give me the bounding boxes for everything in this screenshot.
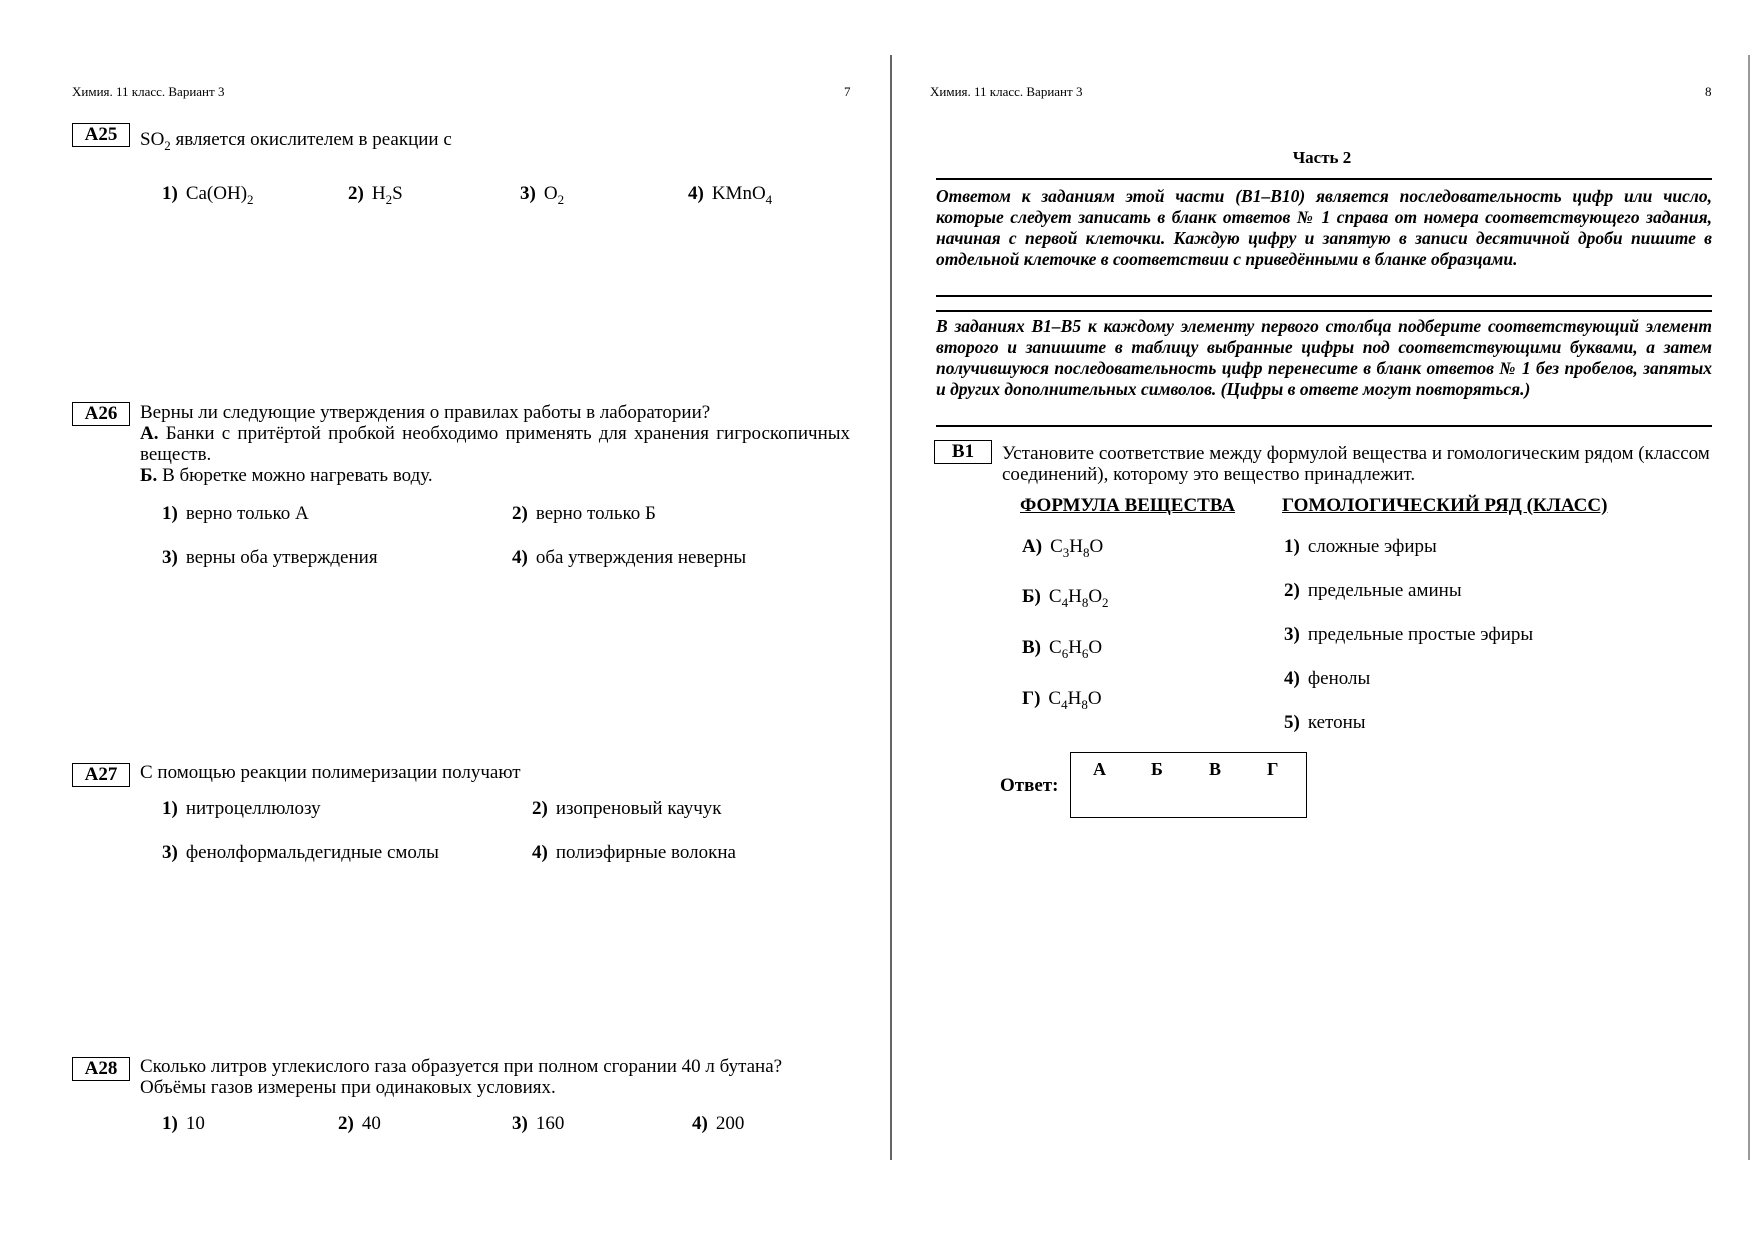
formula-a: А) $C_3H_8O$	[1022, 536, 1104, 560]
instructions-2: В заданиях В1–В5 к каждому элементу первого столбца подберите соответствующий элемент второго и запишите в таблицу выбранные цифры под соответствующими буквами, а затем получившуюся последовательность цифр перенесите в бланк ответов № 1 без пробелов, запятых и других дополнительных символов. (Цифры в ответе могут повторяться.)	[936, 316, 1712, 399]
option-a25-3[interactable]: 3) $O_2$	[520, 183, 565, 207]
class-option-4: 4) фенолы	[1284, 668, 1371, 689]
option-a27-4[interactable]: 4) полиэфирные волокна	[532, 842, 736, 863]
question-a28-line1: Сколько литров углекислого газа образуется при полном сгорании 40 л бутана?	[140, 1056, 783, 1077]
class-option-1: 1) сложные эфиры	[1284, 536, 1437, 557]
option-a28-3[interactable]: 3) 160	[512, 1113, 565, 1134]
rule-top-1	[936, 178, 1712, 180]
answer-label: Ответ:	[1000, 775, 1059, 796]
question-label-a26: A26	[72, 402, 130, 426]
option-a28-2[interactable]: 2) 40	[338, 1113, 381, 1134]
class-option-2: 2) предельные амины	[1284, 580, 1462, 601]
question-label-b1: B1	[934, 440, 992, 464]
question-text-a27: С помощью реакции полимеризации получают	[140, 762, 521, 783]
page-number: 7	[844, 84, 851, 99]
option-a28-1[interactable]: 1) 10	[162, 1113, 205, 1134]
question-label-a27: A27	[72, 763, 130, 787]
question-a26-stem: Верны ли следующие утверждения о правилах работы в лаборатории?	[140, 402, 711, 423]
formula-g: Г) $C_4H_8O$	[1022, 688, 1102, 712]
option-a26-1[interactable]: 1) верно только А	[162, 503, 309, 524]
page-number: 8	[1705, 84, 1712, 99]
rule-bottom-2	[936, 425, 1712, 427]
instructions-1: Ответом к заданиям этой части (В1–В10) является последовательность цифр или число, которые следует записать в бланк ответов № 1 справа от номера соответствующего задания, начиная с первой клеточки. Каждую цифру и запятую в записи десятичной дроби пишите в отдельной клеточке в соответствии с приведёнными в бланке образцами.	[936, 186, 1712, 269]
option-a27-1[interactable]: 1) нитроцеллюлозу	[162, 798, 321, 819]
option-a28-4[interactable]: 4) 200	[692, 1113, 745, 1134]
question-text-a25: $SO_2$ является окислителем в реакции с	[140, 129, 452, 153]
option-a25-1[interactable]: 1) $Ca(OH)_2$	[162, 183, 254, 207]
option-a25-2[interactable]: 2) $H_2S$	[348, 183, 403, 207]
statement-b: Б. В бюретке можно нагревать воду.	[140, 465, 433, 486]
option-a25-4[interactable]: 4) KMnO$_4$	[688, 183, 773, 207]
option-a27-2[interactable]: 2) изопреновый каучук	[532, 798, 722, 819]
page-header: Химия. 11 класс. Вариант 3	[930, 84, 1083, 99]
option-a26-4[interactable]: 4) оба утверждения неверны	[512, 547, 747, 568]
question-text-b1: Установите соответствие между формулой вещества и гомологическим рядом (классом соединений), которому это вещество принадлежит.	[1002, 443, 1710, 485]
option-a26-2[interactable]: 2) верно только Б	[512, 503, 656, 524]
answer-col-v: В	[1209, 759, 1222, 779]
part-title: Часть 2	[1292, 148, 1352, 167]
question-label-a28: A28	[72, 1057, 130, 1081]
formula-v: В) $C_6H_6O$	[1022, 637, 1103, 661]
rule-top-2	[936, 310, 1712, 312]
question-label-a25: A25	[72, 123, 130, 147]
answer-table[interactable]	[1070, 752, 1307, 818]
formula-b: Б) $C_4H_8O_2$	[1022, 586, 1109, 610]
statement-a: А. Банки с притёртой пробкой необходимо применять для хранения гигроскопичных веществ.	[140, 423, 851, 465]
rule-bottom-1	[936, 295, 1712, 297]
option-a27-3[interactable]: 3) фенолформальдегидные смолы	[162, 842, 439, 863]
right-page	[890, 0, 1754, 1239]
answer-col-a: А	[1093, 759, 1106, 779]
page-header: Химия. 11 класс. Вариант 3	[72, 84, 225, 99]
question-a28-line2: Объёмы газов измерены при одинаковых условиях.	[140, 1077, 556, 1098]
option-a26-3[interactable]: 3) верны оба утверждения	[162, 547, 378, 568]
question-text-a28	[140, 1056, 782, 1098]
answer-col-g: Г	[1267, 759, 1279, 779]
question-text-a26	[140, 402, 850, 486]
answer-col-b: Б	[1151, 759, 1163, 779]
class-option-5: 5) кетоны	[1284, 712, 1366, 733]
column-head-formula: ФОРМУЛА ВЕЩЕСТВА	[1020, 495, 1236, 516]
column-head-class: ГОМОЛОГИЧЕСКИЙ РЯД (КЛАСС)	[1282, 495, 1608, 516]
class-option-3: 3) предельные простые эфиры	[1284, 624, 1534, 645]
